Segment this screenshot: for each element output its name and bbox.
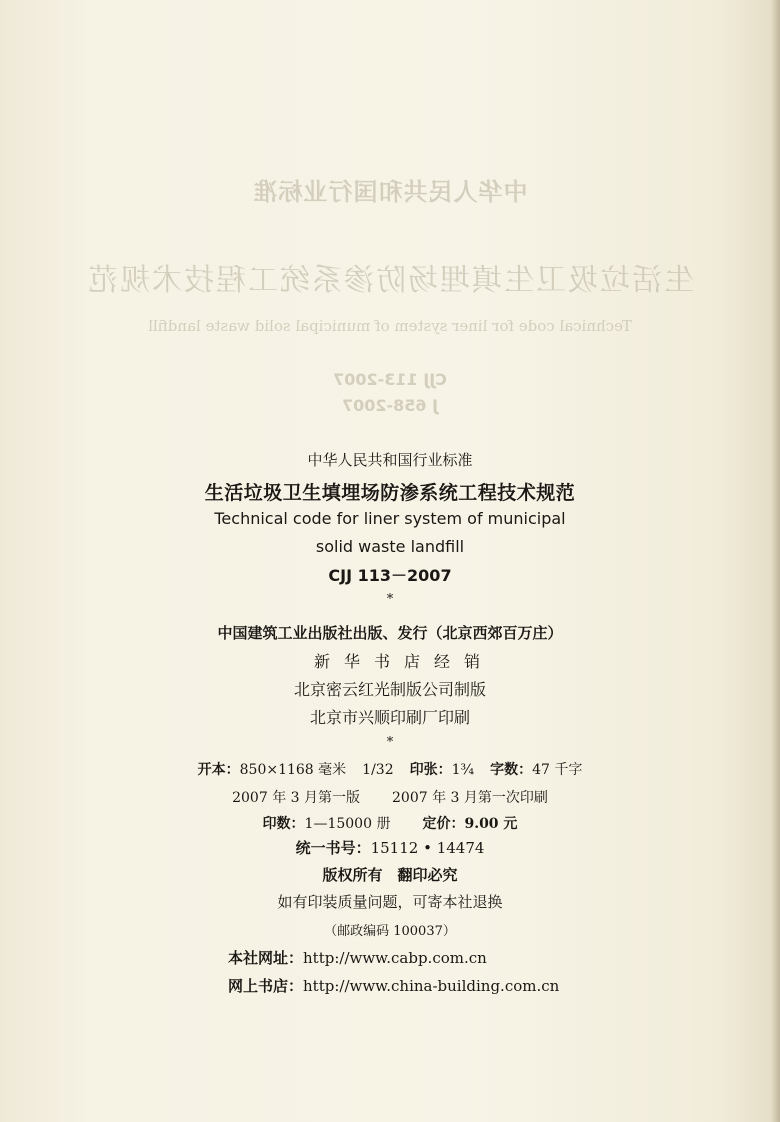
printing: 2007 年 3 月第一次印刷 xyxy=(392,790,548,806)
words-value: 47 千字 xyxy=(532,762,583,778)
bookstore-url: http://www.china-building.com.cn xyxy=(303,977,560,995)
publisher-line: 中国建筑工业出版社出版、发行（北京西郊百万庄） xyxy=(217,624,563,642)
website-row xyxy=(228,947,487,968)
isbn-value: 15112 • 14474 xyxy=(370,839,485,857)
rights-line: 版权所有 翻印必究 xyxy=(322,866,458,884)
return-notice: 如有印装质量问题，可寄本社退换 xyxy=(277,893,503,911)
words-label: 字数： xyxy=(490,762,533,778)
standard-code: CJJ 113－2007 xyxy=(328,566,452,585)
title-chinese: 生活垃圾卫生填埋场防渗系统工程技术规范 xyxy=(204,482,576,504)
bookstore-row xyxy=(228,975,559,996)
format-spec-line xyxy=(0,759,780,779)
sheets-label: 印张： xyxy=(409,762,452,778)
bleed-through-line: Technical code for liner system of municipal solid waste landfill xyxy=(148,317,632,335)
fold-value: 1/32 xyxy=(362,762,394,778)
price-label: 定价： xyxy=(422,816,465,832)
bleed-through-line: 生活垃圾卫生填埋场防渗系统工程技术规范 xyxy=(86,263,694,298)
print-run-line xyxy=(0,813,780,833)
title-english-line1: Technical code for liner system of municipal xyxy=(214,509,566,528)
bleed-through-line: J 658-2007 xyxy=(341,396,439,415)
printer-line: 北京市兴顺印刷厂印刷 xyxy=(309,708,470,727)
price-value: 9.00 元 xyxy=(464,816,518,832)
bleed-through-line: CJJ 113-2007 xyxy=(333,370,447,389)
print-run-value: 1—15000 册 xyxy=(304,816,391,832)
bleed-through-line: 中华人民共和国行业标准 xyxy=(252,178,528,206)
bookstore-label: 网上书店： xyxy=(228,977,304,995)
plate-maker-line: 北京密云红光制版公司制版 xyxy=(293,680,486,699)
postcode: （邮政编码 100037） xyxy=(324,924,456,939)
distributor-line: 新华书店经销 xyxy=(313,652,494,671)
edition-line xyxy=(0,787,780,807)
sheets-value: 1¾ xyxy=(451,762,475,778)
print-run-label: 印数： xyxy=(262,816,305,832)
page-edge xyxy=(770,0,780,1122)
isbn-line xyxy=(0,837,780,858)
website-url: http://www.cabp.com.cn xyxy=(303,949,487,967)
separator: * xyxy=(386,735,394,750)
separator: * xyxy=(386,592,394,607)
edition: 2007 年 3 月第一版 xyxy=(232,790,360,806)
format-label: 开本： xyxy=(197,762,240,778)
isbn-label: 统一书号： xyxy=(295,839,371,857)
title-english-line2: solid waste landfill xyxy=(315,537,465,556)
standard-type: 中华人民共和国行业标准 xyxy=(307,451,473,469)
format-value: 850×1168 毫米 xyxy=(239,762,347,778)
website-label: 本社网址： xyxy=(228,949,304,967)
